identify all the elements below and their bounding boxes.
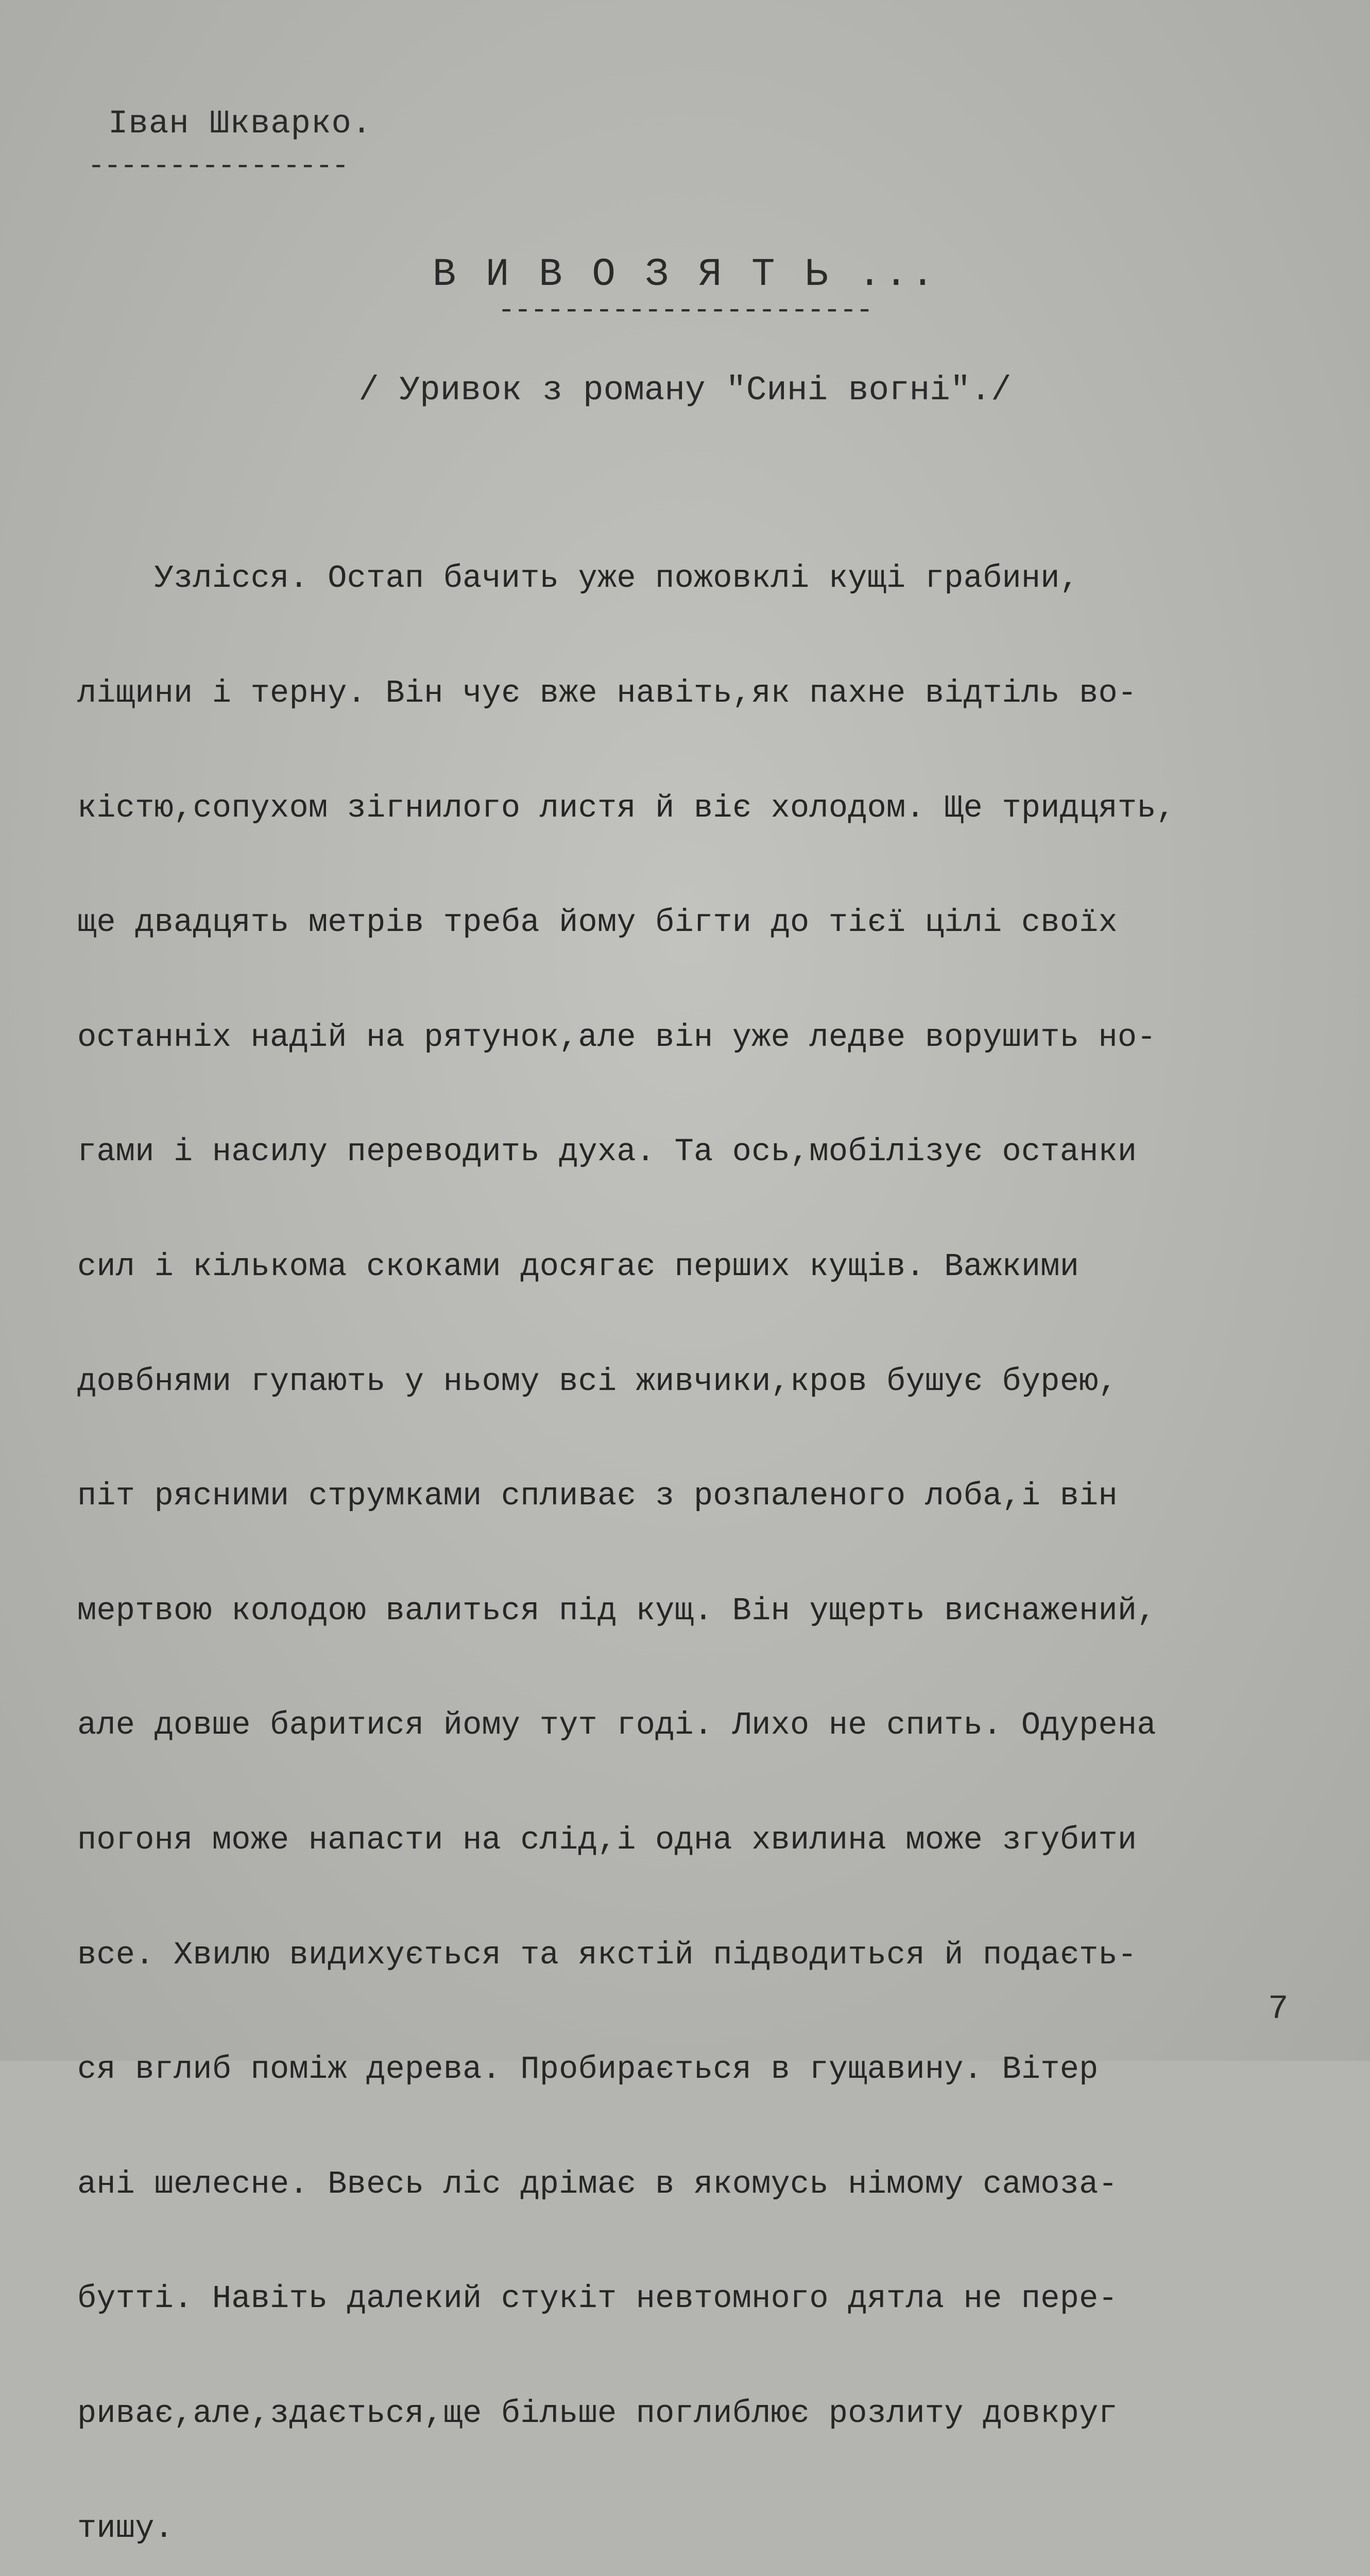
document-subtitle: / Уривок з роману "Сині вогні"./ <box>358 371 1012 410</box>
body-line: кістю,сопухом зігнилого листя й віє холодом. Ще тридцять, <box>77 789 1176 826</box>
body-line: Узлісся. Остап бачить уже пожовклі кущі грабини, <box>77 560 1080 597</box>
body-line: все. Хвилю видихується та якстій підводиться й подаєть- <box>77 1936 1137 1973</box>
body-line: сил і кількома скоками досягає перших кущів. Важкими <box>77 1248 1080 1285</box>
body-line: ся вглиб поміж дерева. Пробирається в гущавину. Вітер <box>77 2051 1099 2088</box>
author-underline: ---------------- <box>88 149 348 182</box>
body-line: піт рясними струмками спливає з розпаленого лоба,і він <box>77 1478 1118 1515</box>
body-line: довбнями гупають у ньому всі живчики,кров бушує бурею, <box>77 1363 1118 1400</box>
page-number: 7 <box>1268 1990 1289 2028</box>
body-line: тишу. <box>77 2510 174 2547</box>
body-line: останніх надій на рятунок,але він уже ледве ворушить но- <box>77 1019 1156 1056</box>
body-line: риває,але,здається,ще більше поглиблює розлиту довкруг <box>77 2395 1118 2432</box>
body-line: бутті. Навіть далекий стукіт невтомного дятла не пере- <box>77 2280 1118 2317</box>
body-line: але довше баритися йому тут годі. Лихо не спить. Одурена <box>77 1707 1156 1744</box>
body-line: ще двадцять метрів треба йому бігти до тієї цілі своїх <box>77 904 1118 941</box>
title-underline: ----------------------- <box>498 294 872 327</box>
author-name: Іван Шкварко. <box>108 106 372 143</box>
body-line: ліщини і терну. Він чує вже навіть,як пахне відтіль во- <box>77 675 1137 711</box>
body-line: мертвою колодою валиться під кущ. Він ущерть виснажений, <box>77 1592 1156 1629</box>
document-title: В И В О З Я Т Ь ... <box>432 252 938 297</box>
body-text <box>77 483 1324 2576</box>
body-line: погоня може напасти на слід,і одна хвилина може згубити <box>77 1821 1137 1858</box>
body-line: гами і насилу переводить духа. Та ось,мобілізує останки <box>77 1133 1137 1171</box>
body-line: ані шелесне. Ввесь ліс дрімає в якомусь німому самоза- <box>77 2165 1118 2202</box>
